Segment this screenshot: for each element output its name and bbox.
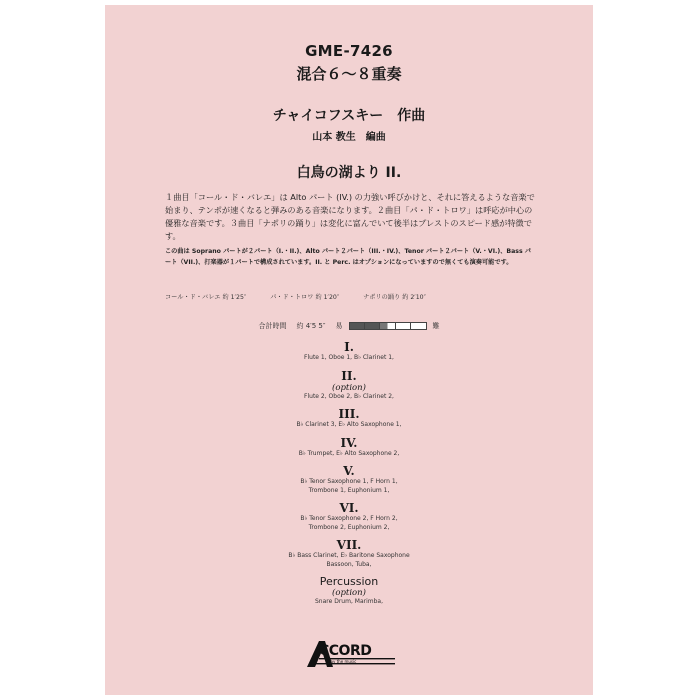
difficulty-cell [411, 323, 425, 329]
part-instruments: B♭ Clarinet 3, E♭ Alto Saxophone 1, [296, 421, 402, 428]
difficulty-cell [365, 323, 380, 329]
part-1 [105, 340, 593, 363]
duration-3: ナポリの踊り 約 2′10″ [363, 294, 426, 301]
instrumentation-note: この曲は Soprano パートが２パート（I.・II.)、Alto パート２パート（III.・IV.)、Tenor パート２パート（V.・VI.)、Bass パート（VII.)、打楽器が１パートで構成されています。II. と Perc. はオプションになっていますので無くても演奏可能です。 [165, 248, 531, 266]
percussion-title: Percussion [319, 575, 379, 588]
part-5 [105, 464, 593, 495]
part-percussion [105, 575, 593, 607]
percussion-instruments: Snare Drum, Marimba, [315, 598, 383, 605]
part-instruments: Trombone 2, Euphonium 2, [308, 523, 390, 531]
part-instruments: B♭ Tenor Saxophone 1, F Horn 1, [300, 478, 398, 485]
part-3 [105, 407, 593, 430]
arranger: 山本 教生 編曲 [312, 132, 386, 143]
duration-1: コール・ド・バレエ 約 1′25″ [165, 294, 247, 301]
part-6 [105, 501, 593, 532]
total-time-row [105, 321, 593, 331]
part-instruments: Bassoon, Tuba, [326, 560, 372, 568]
catalog-code: GME-7426 [305, 42, 393, 60]
percussion-option: (option) [332, 588, 366, 598]
part-7 [105, 538, 593, 569]
description: １曲目「コール・ド・バレエ」は Alto パート (IV.) の力強い呼びかけと、それに答えるような音楽で始まり、テンポが速くなると弾みのある音楽になります。２曲目「パ・ド・トロワ」は呼応が中心の優雅な音楽です。３曲目「ナポリの踊り」は変化に富んでいて後半はプレストのスピード感が特徴です。 [165, 192, 535, 241]
difficulty-cell [380, 323, 395, 329]
difficulty-easy-label: 易 [335, 322, 343, 330]
logo-word: CCORD [319, 643, 372, 659]
part-number: VII. [336, 538, 362, 552]
part-2 [105, 369, 593, 402]
part-number: V. [343, 464, 355, 478]
parts-list [105, 340, 593, 613]
part-instruments: B♭ Bass Clarinet, E♭ Baritone Saxophone [288, 552, 410, 559]
score-cover [105, 5, 593, 695]
movement-durations [165, 292, 448, 301]
part-number: III. [338, 407, 360, 421]
difficulty-cell [396, 323, 411, 329]
part-number: I. [344, 340, 354, 354]
part-4 [105, 436, 593, 459]
logo-tagline: Play the music [327, 659, 357, 664]
total-time: 約 4′5 5″ [296, 322, 326, 330]
difficulty-meter [349, 322, 427, 330]
part-instruments: Flute 2, Oboe 2, B♭ Clarinet 2, [304, 392, 394, 400]
duration-2: パ・ド・トロワ 約 1′20″ [270, 294, 340, 301]
part-instruments: Trombone 1, Euphonium 1, [308, 486, 390, 494]
part-instruments: Flute 1, Oboe 1, B♭ Clarinet 1, [304, 354, 394, 361]
piece-title: 白鳥の湖より II. [296, 165, 402, 181]
composer: チャイコフスキー 作曲 [272, 108, 426, 124]
difficulty-cell [350, 323, 365, 329]
ensemble-type: 混合６～８重奏 [296, 65, 402, 83]
part-instruments: B♭ Trumpet, E♭ Alto Saxophone 2, [298, 449, 400, 457]
difficulty-hard-label: 難 [432, 322, 440, 330]
part-option: (option) [332, 382, 366, 393]
accord-logo [305, 639, 397, 669]
part-number: II. [341, 368, 357, 383]
part-instruments: B♭ Tenor Saxophone 2, F Horn 2, [300, 515, 398, 522]
part-number: IV. [340, 435, 358, 450]
total-label: 合計時間 [258, 322, 287, 330]
part-number: VI. [339, 501, 359, 515]
